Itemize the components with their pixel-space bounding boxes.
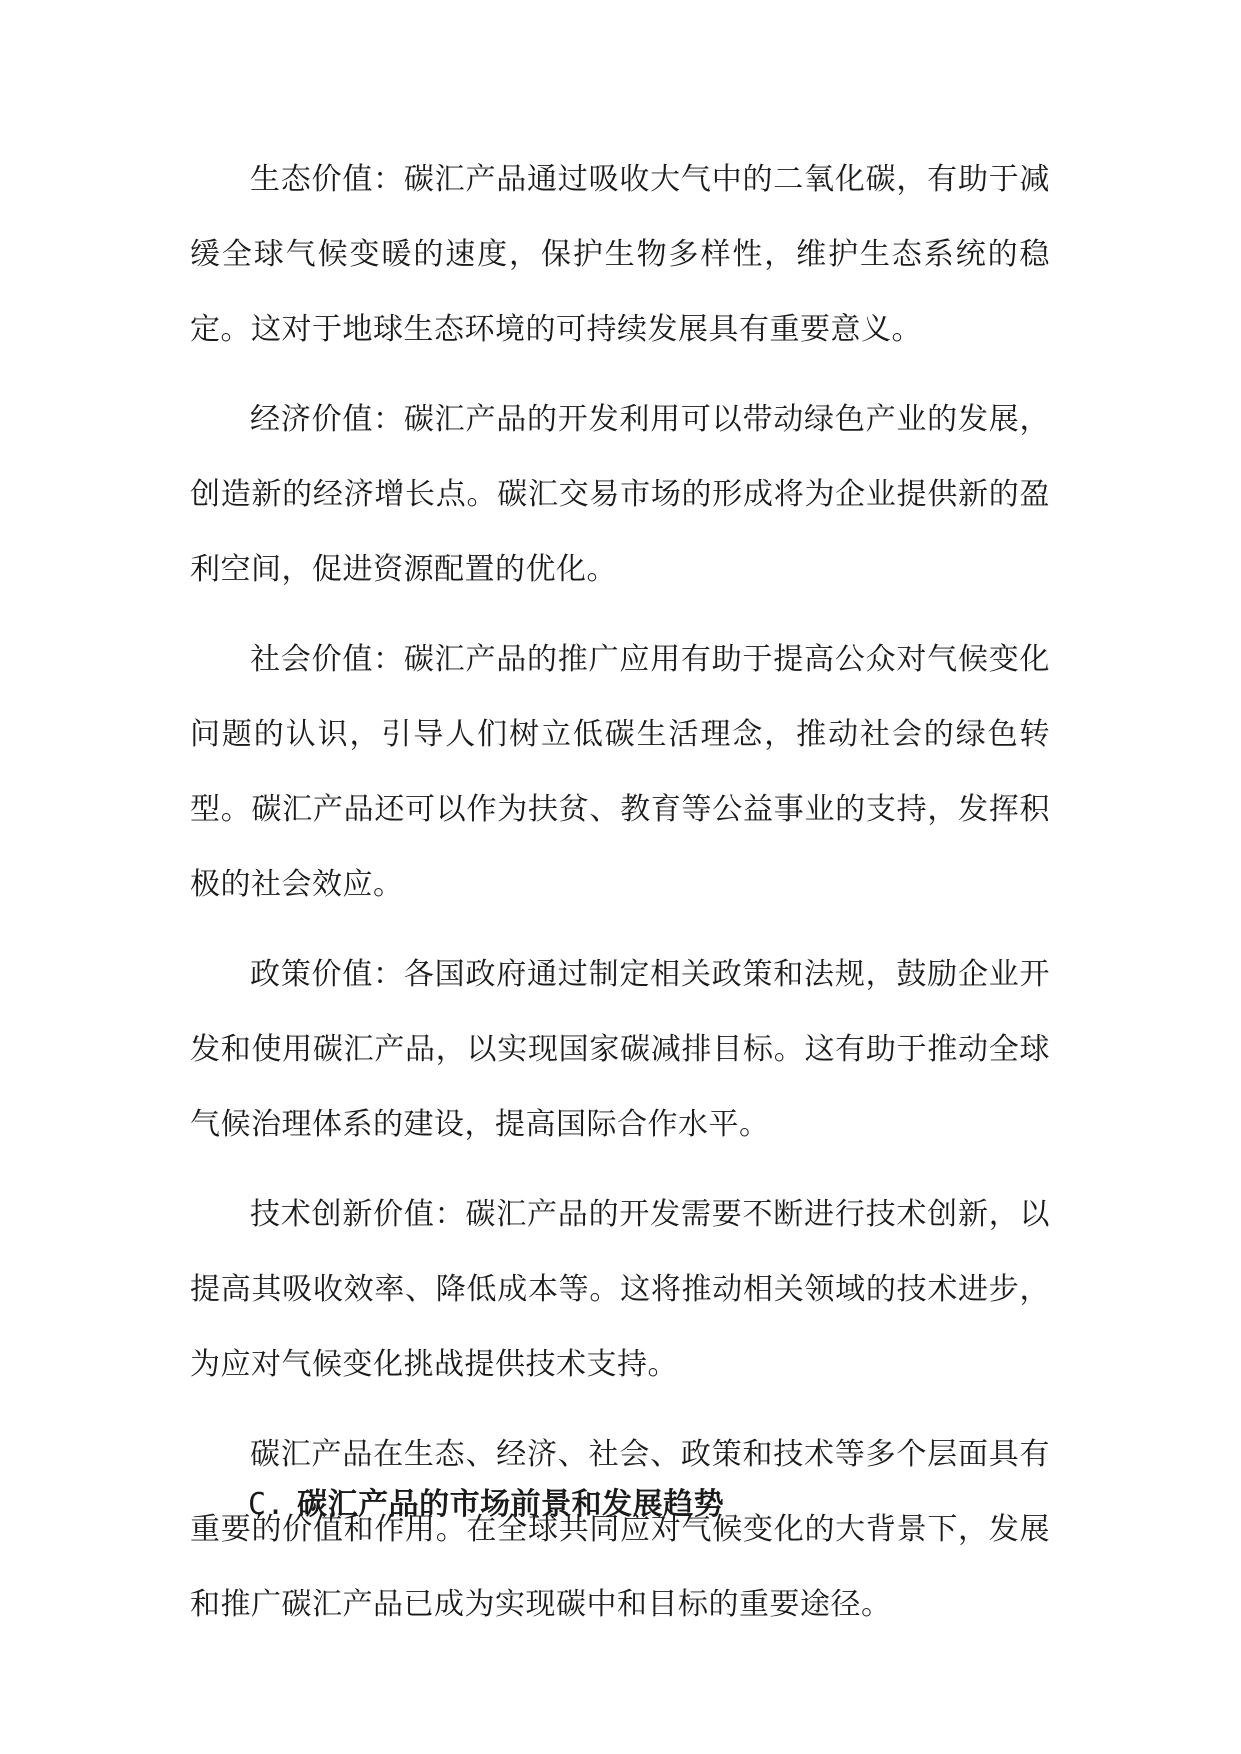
paragraph-summary: 碳汇产品在生态、经济、社会、政策和技术等多个层面具有重要的价值和作用。在全球共同应对气候变化的大背景下，发展和推广碳汇产品已成为实现碳中和目标的重要途径。 [190,1437,1050,1622]
paragraph-tech-innovation-value: 技术创新价值：碳汇产品的开发需要不断进行技术创新，以提高其吸收效率、降低成本等。这将推动相关领域的技术进步，为应对气候变化挑战提供技术支持。 [190,1197,1050,1382]
body-text [190,142,1050,1657]
paragraph-ecological-value: 生态价值：碳汇产品通过吸收大气中的二氧化碳，有助于减缓全球气候变暖的速度，保护生物多样性，维护生态系统的稳定。这对于地球生态环境的可持续发展具有重要意义。 [190,162,1050,347]
section-marker: C. [248,1487,286,1522]
section-heading [248,1485,724,1525]
paragraph-social-value: 社会价值：碳汇产品的推广应用有助于提高公众对气候变化问题的认识，引导人们树立低碳生活理念，推动社会的绿色转型。碳汇产品还可以作为扶贫、教育等公益事业的支持，发挥积极的社会效应。 [190,642,1050,902]
paragraph-economic-value: 经济价值：碳汇产品的开发利用可以带动绿色产业的发展，创造新的经济增长点。碳汇交易市场的形成将为企业提供新的盈利空间，促进资源配置的优化。 [190,402,1050,587]
paragraph-policy-value: 政策价值：各国政府通过制定相关政策和法规，鼓励企业开发和使用碳汇产品，以实现国家碳减排目标。这有助于推动全球气候治理体系的建设，提高国际合作水平。 [190,957,1050,1142]
section-title: 碳汇产品的市场前景和发展趋势 [297,1487,725,1522]
